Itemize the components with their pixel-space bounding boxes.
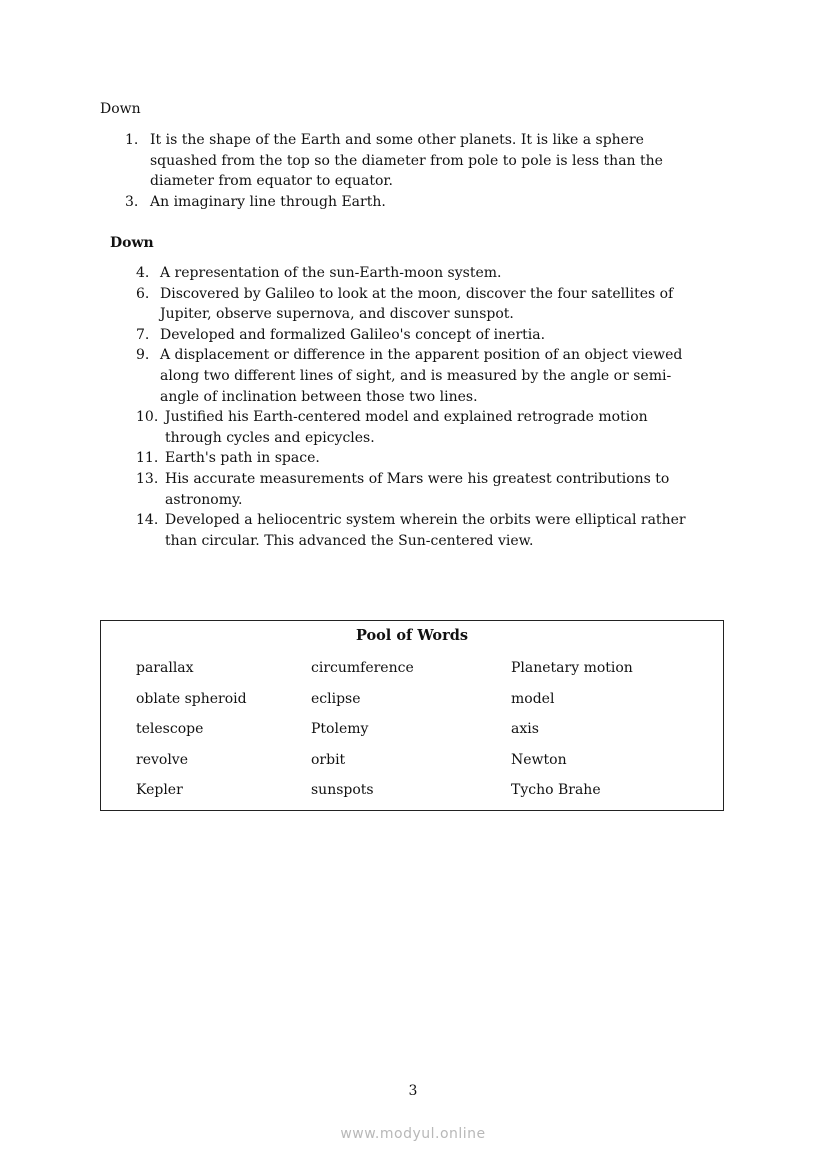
clue-number: 3. — [125, 193, 139, 210]
clue-text-line: along two different lines of sight, and is measured by the angle or semi- — [160, 367, 672, 384]
clue-text-line: Earth's path in space. — [165, 450, 320, 467]
section-heading-down-2: Down — [110, 235, 154, 251]
clue-text-line: Discovered by Galileo to look at the moon, discover the four satellites of — [160, 285, 674, 302]
clue-text-line: through cycles and epicycles. — [165, 429, 375, 446]
pool-of-words-box — [100, 620, 724, 811]
clue-text-line: diameter from equator to equator. — [150, 173, 394, 190]
clue-text-line: Developed and formalized Galileo's concept of inertia. — [160, 326, 546, 343]
pool-word: Kepler — [136, 782, 183, 798]
clue-number: 11. — [136, 450, 159, 467]
clue-text-line: astronomy. — [165, 491, 243, 508]
pool-word: revolve — [136, 751, 188, 768]
clue-text-line: than circular. This advanced the Sun-centered view. — [165, 532, 534, 549]
clue-number: 14. — [136, 512, 159, 529]
pool-word: orbit — [311, 751, 346, 768]
pool-word: model — [511, 690, 555, 707]
pool-word: Newton — [511, 751, 567, 768]
pool-word: telescope — [136, 721, 204, 737]
clue-number: 9. — [136, 347, 150, 364]
pool-word: axis — [511, 721, 539, 737]
clue-number: 13. — [136, 471, 159, 487]
watermark: www.modyul.online — [340, 1126, 486, 1142]
clue-number: 4. — [136, 265, 150, 281]
pool-word: Planetary motion — [511, 660, 633, 676]
pool-word: sunspots — [311, 782, 374, 798]
clue-text-line: His accurate measurements of Mars were his greatest contributions to — [165, 471, 670, 487]
pool-word: parallax — [136, 660, 194, 676]
clue-text-line: A displacement or difference in the apparent position of an object viewed — [160, 347, 683, 364]
clue-text-line: It is the shape of the Earth and some other planets. It is like a sphere — [150, 132, 644, 148]
pool-word: Tycho Brahe — [511, 782, 601, 798]
clue-text-line: Developed a heliocentric system wherein the orbits were elliptical rather — [165, 512, 686, 529]
clue-text-line: A representation of the sun-Earth-moon system. — [160, 265, 502, 281]
page-number: 3 — [408, 1083, 418, 1099]
clue-number: 1. — [125, 132, 139, 148]
pool-word: eclipse — [311, 690, 361, 707]
clue-text-line: squashed from the top so the diameter from pole to pole is less than the — [150, 152, 663, 169]
pool-title: Pool of Words — [355, 627, 469, 644]
section-heading-down-1: Down — [100, 101, 141, 117]
clue-number: 6. — [136, 285, 150, 302]
pool-word: Ptolemy — [311, 721, 369, 737]
clue-number: 10. — [136, 409, 159, 426]
clue-text-line: Jupiter, observe supernova, and discover sunspot. — [160, 306, 514, 323]
clue-number: 7. — [136, 326, 150, 343]
pool-word: circumference — [311, 660, 414, 676]
clue-text-line: angle of inclination between those two lines. — [160, 388, 478, 405]
pool-word: oblate spheroid — [136, 690, 247, 707]
clue-text-line: Justified his Earth-centered model and explained retrograde motion — [165, 409, 648, 426]
clue-text-line: An imaginary line through Earth. — [150, 193, 386, 210]
